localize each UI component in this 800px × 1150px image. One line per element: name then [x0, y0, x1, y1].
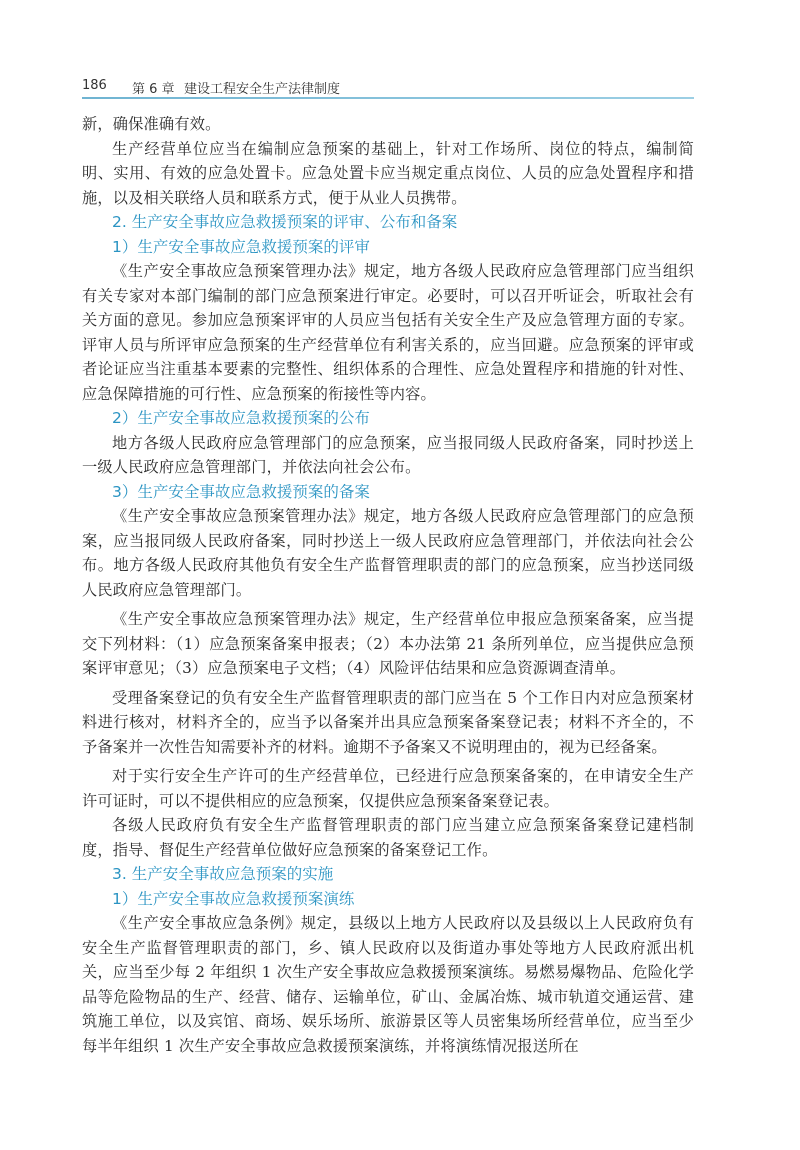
chapter-label: 第 6 章 [132, 82, 175, 97]
body-paragraph: 《生产安全事故应急预案管理办法》规定，地方各级人民政府应急管理部门的应急预案，应当报同级人民政府备案，同时抄送上一级人民政府应急管理部门，并依法向社会公布。地方各级人民政府其他负有安全生产监督管理职责的部门的应急预案，应当抄送同级人民政府应急管理部门。 [82, 507, 694, 599]
section-heading: 2. 生产安全事故应急救援预案的评审、公布和备案 [112, 213, 458, 231]
running-header [82, 78, 694, 98]
body-paragraph: 《生产安全事故应急预案管理办法》规定，地方各级人民政府应急管理部门应当组织有关专家对本部门编制的部门应急预案进行审定。必要时，可以召开听证会，听取社会有关方面的意见。参加应急预案评审的人员应当包括有关安全生产及应急管理方面的专家。评审人员与所评审应急预案的生产经营单位有利害关系的，应当回避。应急预案的评审或者论证应当注重基本要素的完整性、组织体系的合理性、应急处置程序和措施的针对性、应急保障措施的可行性、应急预案的衔接性等内容。 [82, 262, 694, 403]
page-number: 186 [82, 78, 107, 93]
subsection-heading: 1）生产安全事故应急救援预案的评审 [112, 237, 370, 256]
body-paragraph: 对于实行安全生产许可的生产经营单位，已经进行应急预案备案的，在申请安全生产许可证时，可以不提供相应的应急预案，仅提供应急预案备案登记表。 [82, 767, 694, 810]
body-paragraph: 各级人民政府负有安全生产监督管理职责的部门应当建立应急预案备案登记建档制度，指导、督促生产经营单位做好应急预案的备案登记工作。 [82, 816, 694, 859]
section-heading: 3. 生产安全事故应急预案的实施 [112, 865, 334, 883]
page-body [82, 112, 694, 1058]
body-paragraph: 生产经营单位应当在编制应急预案的基础上，针对工作场所、岗位的特点，编制简明、实用、有效的应急处置卡。应急处置卡应当规定重点岗位、人员的应急处置程序和措施，以及相关联络人员和联系方式，便于从业人员携带。 [82, 139, 694, 207]
body-paragraph: 地方各级人民政府应急管理部门的应急预案，应当报同级人民政府备案，同时抄送上一级人民政府应急管理部门，并依法向社会公布。 [82, 433, 694, 476]
chapter-title: 建设工程安全生产法律制度 [184, 82, 341, 97]
body-paragraph: 《生产安全事故应急预案管理办法》规定，生产经营单位申报应急预案备案，应当提交下列材料：（1）应急预案备案申报表；（2）本办法第 21 条所列单位，应当提供应急预案评审意见；（3）应急预案电子文档；（4）风险评估结果和应急资源调查清单。 [82, 610, 694, 677]
body-paragraph: 受理备案登记的负有安全生产监督管理职责的部门应当在 5 个工作日内对应急预案材料进行核对，材料齐全的，应当予以备案并出具应急预案备案登记表；材料不齐全的，不予备案并一次性告知需要补齐的材料。逾期不予备案又不说明理由的，视为已经备案。 [82, 688, 694, 756]
body-paragraph: 新，确保准确有效。 [82, 115, 221, 133]
body-paragraph: 《生产安全事故应急条例》规定，县级以上地方人民政府以及县级以上人民政府负有安全生产监督管理职责的部门，乡、镇人民政府以及街道办事处等地方人民政府派出机关，应当至少每 2 年组织 1 次生产安全事故应急救援预案演练。易燃易爆物品、危险化学品等危险物品的生产、经营、储存、运输单位，矿山、金属冶炼、城市轨道交通运营、建筑施工单位，以及宾馆、商场、娱乐场所、旅游景区等人员密集场所经营单位，应当至少每半年组织 1 次生产安全事故应急救援预案演练，并将演练情况报送所在 [82, 914, 694, 1055]
subsection-heading: 2）生产安全事故应急救援预案的公布 [112, 409, 370, 427]
subsection-heading: 3）生产安全事故应急救援预案的备案 [112, 482, 370, 501]
header-rule [82, 97, 694, 99]
subsection-heading: 1）生产安全事故应急救援预案演练 [112, 889, 355, 908]
